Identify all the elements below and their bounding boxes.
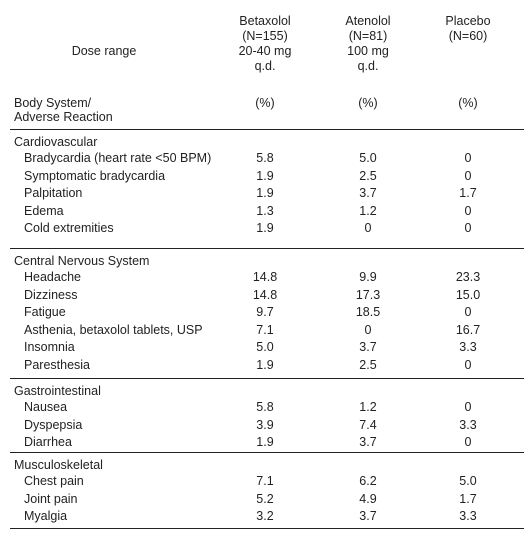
value-atenolol: 6.2 bbox=[359, 474, 377, 488]
pct-label-atenolol: (%) bbox=[358, 96, 378, 110]
value-betaxolol: 1.9 bbox=[256, 221, 274, 235]
adverse-reaction-label: Edema bbox=[24, 203, 64, 218]
value-placebo: 3.3 bbox=[459, 417, 477, 432]
value-betaxolol: 3.2 bbox=[256, 509, 274, 523]
section-divider bbox=[10, 248, 524, 249]
table-row bbox=[0, 435, 532, 453]
table-row bbox=[0, 474, 532, 492]
value-atenolol: 7.4 bbox=[359, 417, 377, 432]
column-n: (N=60) bbox=[448, 29, 488, 43]
table-header bbox=[0, 14, 532, 84]
value-atenolol: 18.5 bbox=[355, 305, 381, 319]
adverse-reaction-label: Joint pain bbox=[24, 491, 78, 506]
value-atenolol: 0 bbox=[364, 322, 372, 337]
group-title: Gastrointestinal bbox=[14, 384, 101, 398]
adverse-reaction-label: Dyspepsia bbox=[24, 417, 83, 432]
column-name: Atenolol bbox=[345, 14, 391, 28]
adverse-reaction-label: Symptomatic bradycardia bbox=[24, 168, 166, 183]
value-placebo: 1.7 bbox=[459, 491, 477, 506]
value-placebo: 1.7 bbox=[459, 186, 477, 200]
body-system-label-line2: Adverse Reaction bbox=[14, 110, 113, 124]
adverse-reaction-label: Nausea bbox=[24, 400, 68, 414]
group-title: Central Nervous System bbox=[14, 254, 150, 268]
value-atenolol: 2.5 bbox=[359, 357, 377, 372]
column-n: (N=81) bbox=[348, 29, 388, 43]
value-betaxolol: 14.8 bbox=[252, 270, 278, 284]
adverse-reaction-label: Bradycardia (heart rate <50 BPM) bbox=[24, 151, 212, 165]
table-row bbox=[0, 270, 532, 288]
adverse-reaction-label: Diarrhea bbox=[24, 435, 72, 449]
column-dose: 20-40 mg bbox=[238, 44, 292, 58]
value-atenolol: 9.9 bbox=[359, 270, 377, 284]
table-row bbox=[0, 340, 532, 358]
value-placebo: 0 bbox=[464, 357, 472, 372]
pct-label-placebo: (%) bbox=[458, 96, 478, 110]
adverse-reaction-label: Dizziness bbox=[24, 287, 78, 302]
dose-range-label: Dose range bbox=[71, 44, 137, 58]
column-n: (N=155) bbox=[242, 29, 288, 43]
body-system-label bbox=[14, 96, 113, 124]
value-placebo: 0 bbox=[464, 203, 472, 218]
column-header-betaxolol bbox=[210, 14, 320, 74]
value-placebo: 0 bbox=[464, 305, 472, 319]
adverse-reaction-label: Palpitation bbox=[24, 186, 83, 200]
value-betaxolol: 9.7 bbox=[256, 305, 274, 319]
column-header-atenolol bbox=[313, 14, 423, 74]
value-placebo: 0 bbox=[464, 168, 472, 183]
column-freq: q.d. bbox=[254, 59, 276, 73]
adverse-reaction-label: Myalgia bbox=[24, 509, 68, 523]
value-atenolol: 3.7 bbox=[359, 509, 377, 523]
column-name: Placebo bbox=[445, 14, 491, 28]
table-row bbox=[0, 418, 532, 436]
value-atenolol: 5.0 bbox=[359, 151, 377, 165]
value-atenolol: 3.7 bbox=[359, 340, 377, 354]
group-title: Musculoskeletal bbox=[14, 458, 103, 472]
value-betaxolol: 1.9 bbox=[256, 186, 274, 200]
value-betaxolol: 1.9 bbox=[256, 357, 274, 372]
value-placebo: 0 bbox=[464, 400, 472, 414]
value-placebo: 3.3 bbox=[459, 509, 477, 523]
table-row bbox=[0, 509, 532, 527]
adverse-reaction-label: Chest pain bbox=[24, 474, 84, 488]
table-row bbox=[0, 169, 532, 187]
pct-label-betaxolol: (%) bbox=[255, 96, 275, 110]
adverse-reaction-label: Cold extremities bbox=[24, 221, 114, 235]
value-betaxolol: 5.8 bbox=[256, 151, 274, 165]
value-placebo: 5.0 bbox=[459, 474, 477, 488]
value-placebo: 0 bbox=[464, 435, 472, 449]
adverse-reaction-label: Fatigue bbox=[24, 305, 66, 319]
value-betaxolol: 14.8 bbox=[252, 287, 278, 302]
value-placebo: 16.7 bbox=[455, 322, 481, 337]
value-betaxolol: 1.9 bbox=[256, 168, 274, 183]
value-atenolol: 3.7 bbox=[359, 186, 377, 200]
table-row bbox=[0, 204, 532, 222]
value-atenolol: 1.2 bbox=[359, 400, 377, 414]
value-atenolol: 2.5 bbox=[359, 168, 377, 183]
body-system-label-line1: Body System/ bbox=[14, 96, 92, 110]
value-atenolol: 0 bbox=[364, 221, 372, 235]
section-divider bbox=[10, 129, 524, 130]
table-row bbox=[0, 288, 532, 306]
value-betaxolol: 7.1 bbox=[256, 322, 274, 337]
section-divider bbox=[10, 452, 524, 453]
table-row bbox=[0, 305, 532, 323]
table-row bbox=[0, 492, 532, 510]
table-row bbox=[0, 186, 532, 204]
adverse-reaction-label: Paresthesia bbox=[24, 357, 91, 372]
value-atenolol: 4.9 bbox=[359, 491, 377, 506]
value-placebo: 3.3 bbox=[459, 340, 477, 354]
value-placebo: 23.3 bbox=[455, 270, 481, 284]
column-name: Betaxolol bbox=[239, 14, 291, 28]
value-placebo: 0 bbox=[464, 221, 472, 235]
adverse-reaction-label: Insomnia bbox=[24, 340, 75, 354]
table-row bbox=[0, 358, 532, 376]
value-betaxolol: 1.9 bbox=[256, 435, 274, 449]
value-atenolol: 17.3 bbox=[355, 287, 381, 302]
column-header-placebo bbox=[413, 14, 523, 44]
value-betaxolol: 3.9 bbox=[256, 417, 274, 432]
table-row bbox=[0, 151, 532, 169]
value-placebo: 0 bbox=[464, 151, 472, 165]
column-freq: q.d. bbox=[357, 59, 379, 73]
table-row bbox=[0, 323, 532, 341]
value-atenolol: 1.2 bbox=[359, 203, 377, 218]
value-betaxolol: 5.8 bbox=[256, 400, 274, 414]
adverse-reaction-label: Asthenia, betaxolol tablets, USP bbox=[24, 322, 203, 337]
value-betaxolol: 7.1 bbox=[256, 474, 274, 488]
table-row bbox=[0, 400, 532, 418]
value-betaxolol: 5.2 bbox=[256, 491, 274, 506]
value-betaxolol: 1.3 bbox=[256, 203, 274, 218]
table-bottom-rule bbox=[10, 528, 524, 529]
value-betaxolol: 5.0 bbox=[256, 340, 274, 354]
table-row bbox=[0, 221, 532, 239]
value-placebo: 15.0 bbox=[455, 287, 481, 302]
section-divider bbox=[10, 378, 524, 379]
group-title: Cardiovascular bbox=[14, 135, 98, 149]
adverse-reaction-label: Headache bbox=[24, 270, 81, 284]
value-atenolol: 3.7 bbox=[359, 435, 377, 449]
column-dose: 100 mg bbox=[347, 44, 389, 58]
